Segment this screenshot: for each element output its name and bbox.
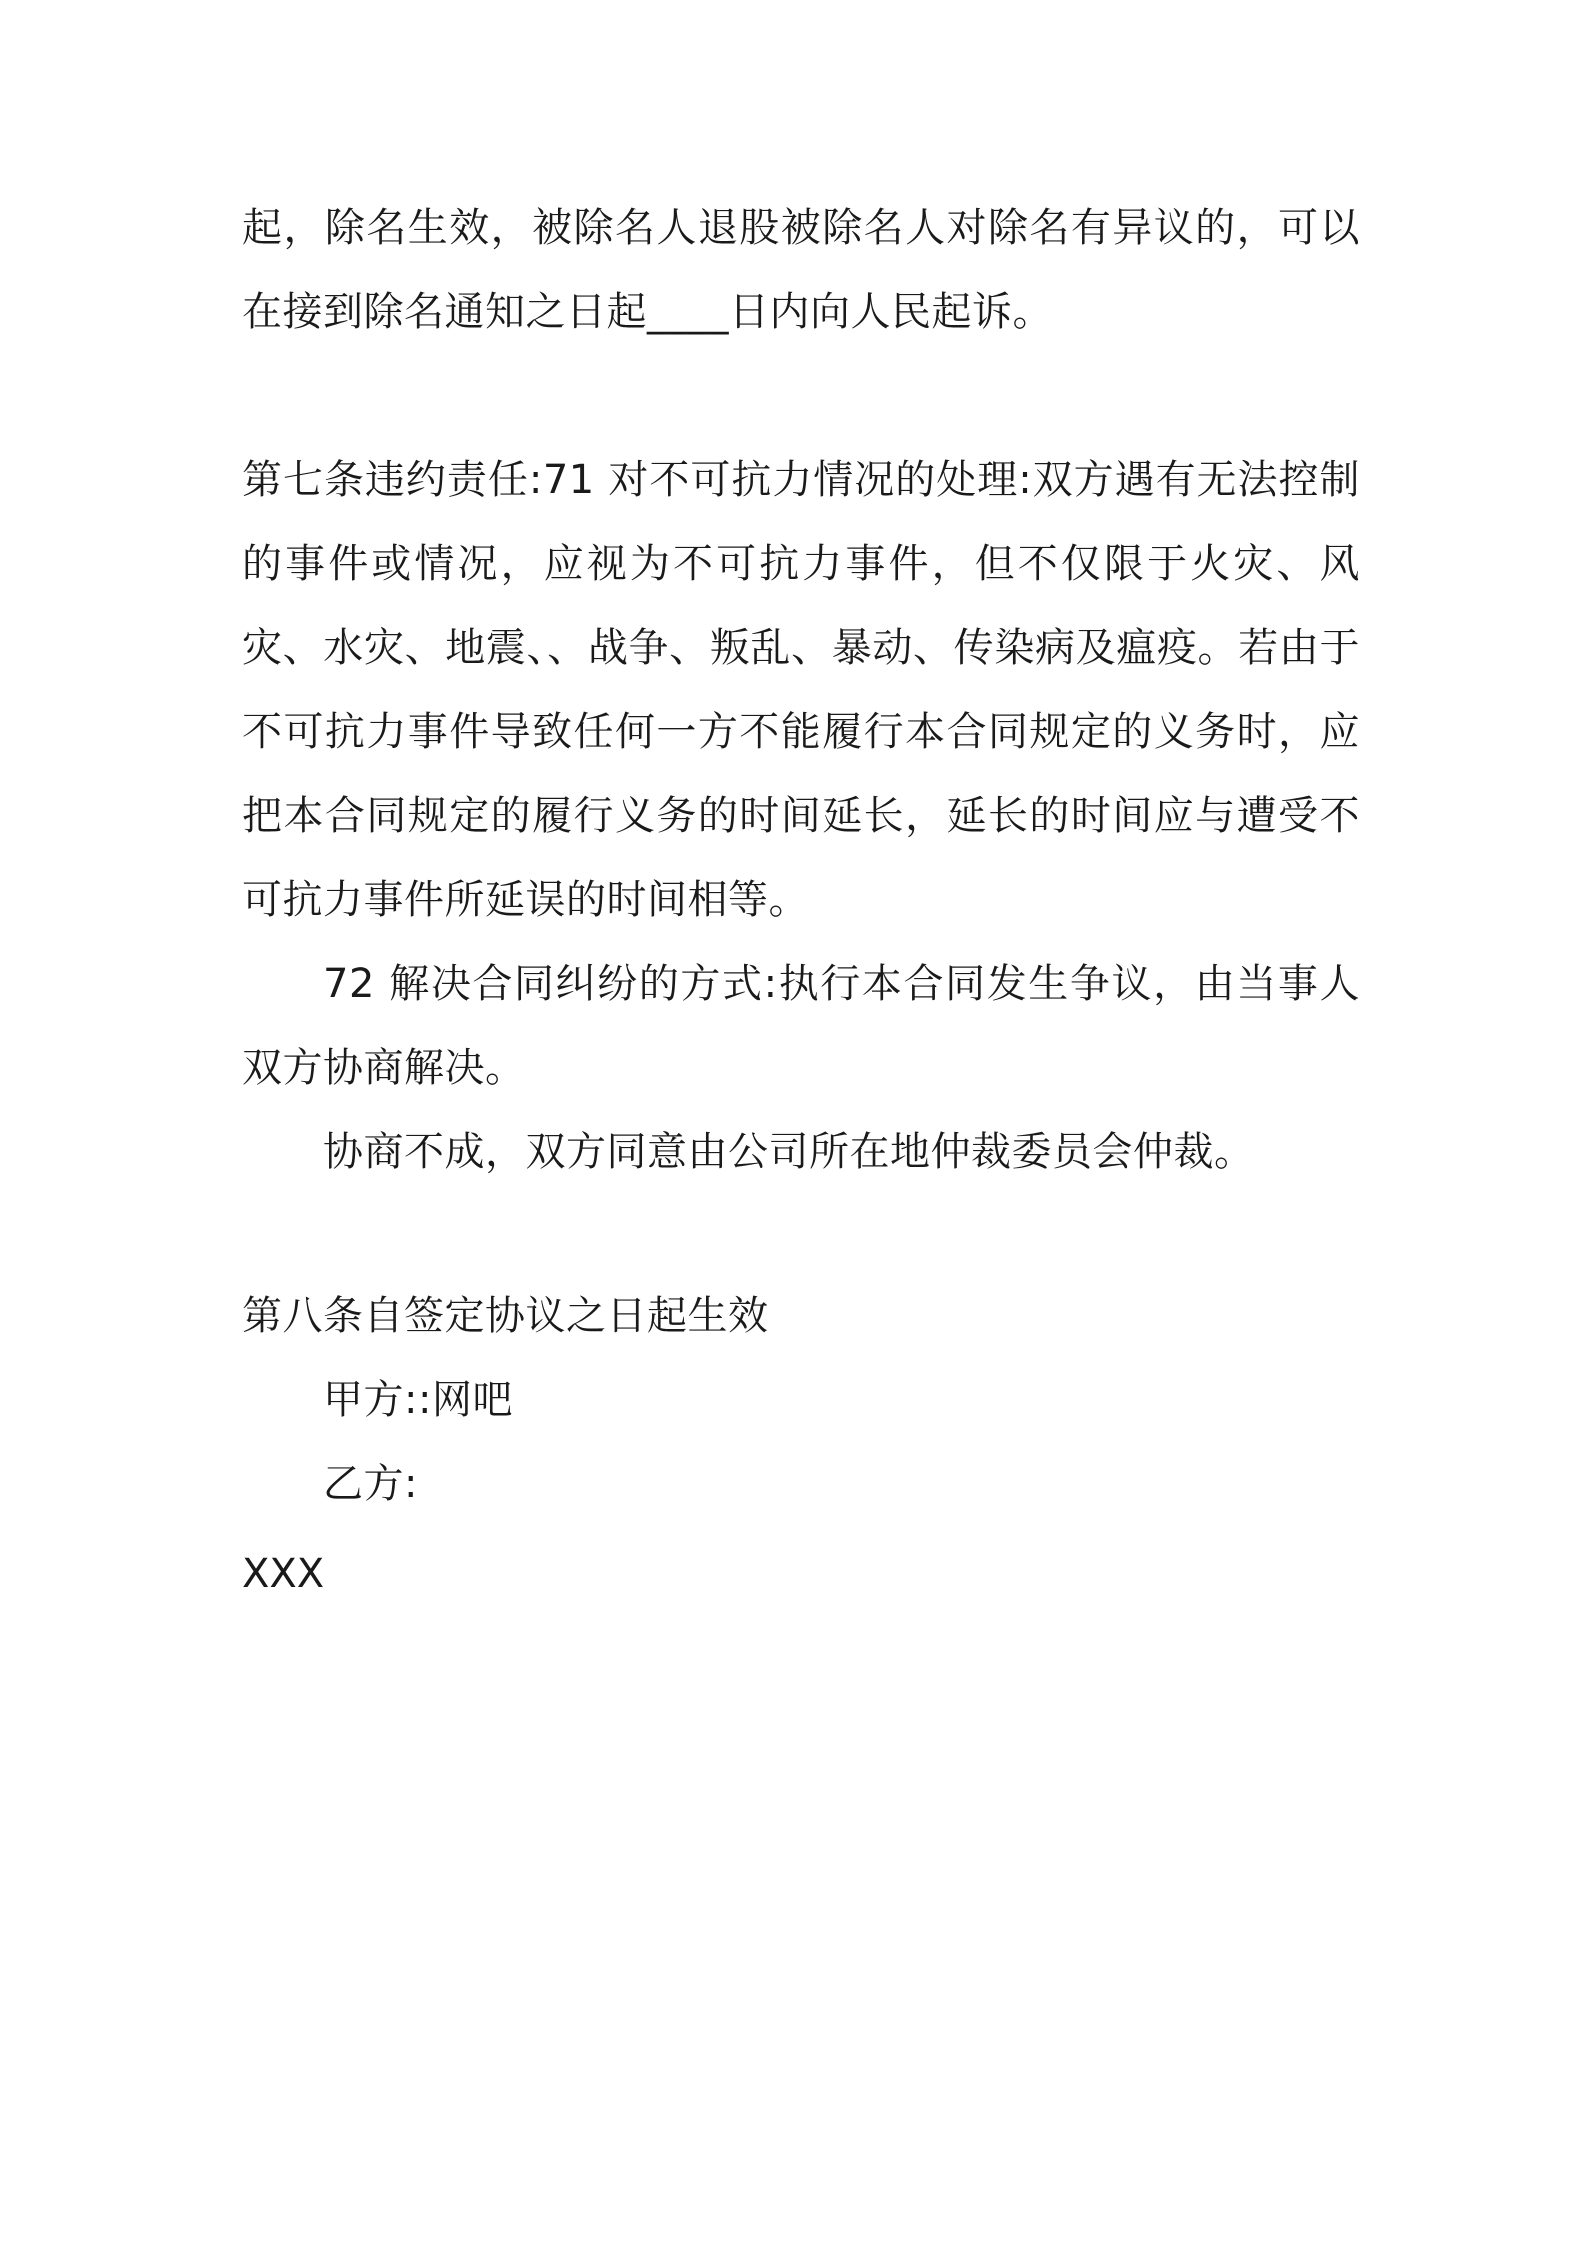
article-8-paragraph: 第八条自签定协议之日起生效 <box>242 1293 769 1339</box>
paragraph-expulsion: 起，除名生效，被除名人退股被除名人对除名有异议的，可以在接到除名通知之日起____日内向人民起诉。 <box>242 205 1360 335</box>
party-b-name: XXX <box>242 1551 325 1597</box>
article-7-paragraph: 第七条违约责任:71 对不可抗力情况的处理:双方遇有无法控制的事件或情况，应视为不可抗力事件，但不仅限于火灾、风灾、水灾、地震、、战争、叛乱、暴动、传染病及瘟疫。若由于不可抗力事件导致任何一方不能履行本合同规定的义务时，应把本合同规定的履行义务的时间延长，延长的时间应与遭受不可抗力事件所延误的时间相等。 <box>242 457 1360 923</box>
text-block-1 <box>242 186 1360 354</box>
text-block-3 <box>242 1274 1360 1526</box>
party-a-line: 甲方::网吧 <box>323 1377 513 1423</box>
clause-72-paragraph: 72 解决合同纠纷的方式:执行本合同发生争议，由当事人双方协商解决。 <box>242 961 1360 1091</box>
arbitration-paragraph: 协商不成，双方同意由公司所在地仲裁委员会仲裁。 <box>323 1129 1255 1175</box>
party-b-line: 乙方: <box>323 1461 418 1507</box>
text-block-2 <box>242 438 1360 1194</box>
